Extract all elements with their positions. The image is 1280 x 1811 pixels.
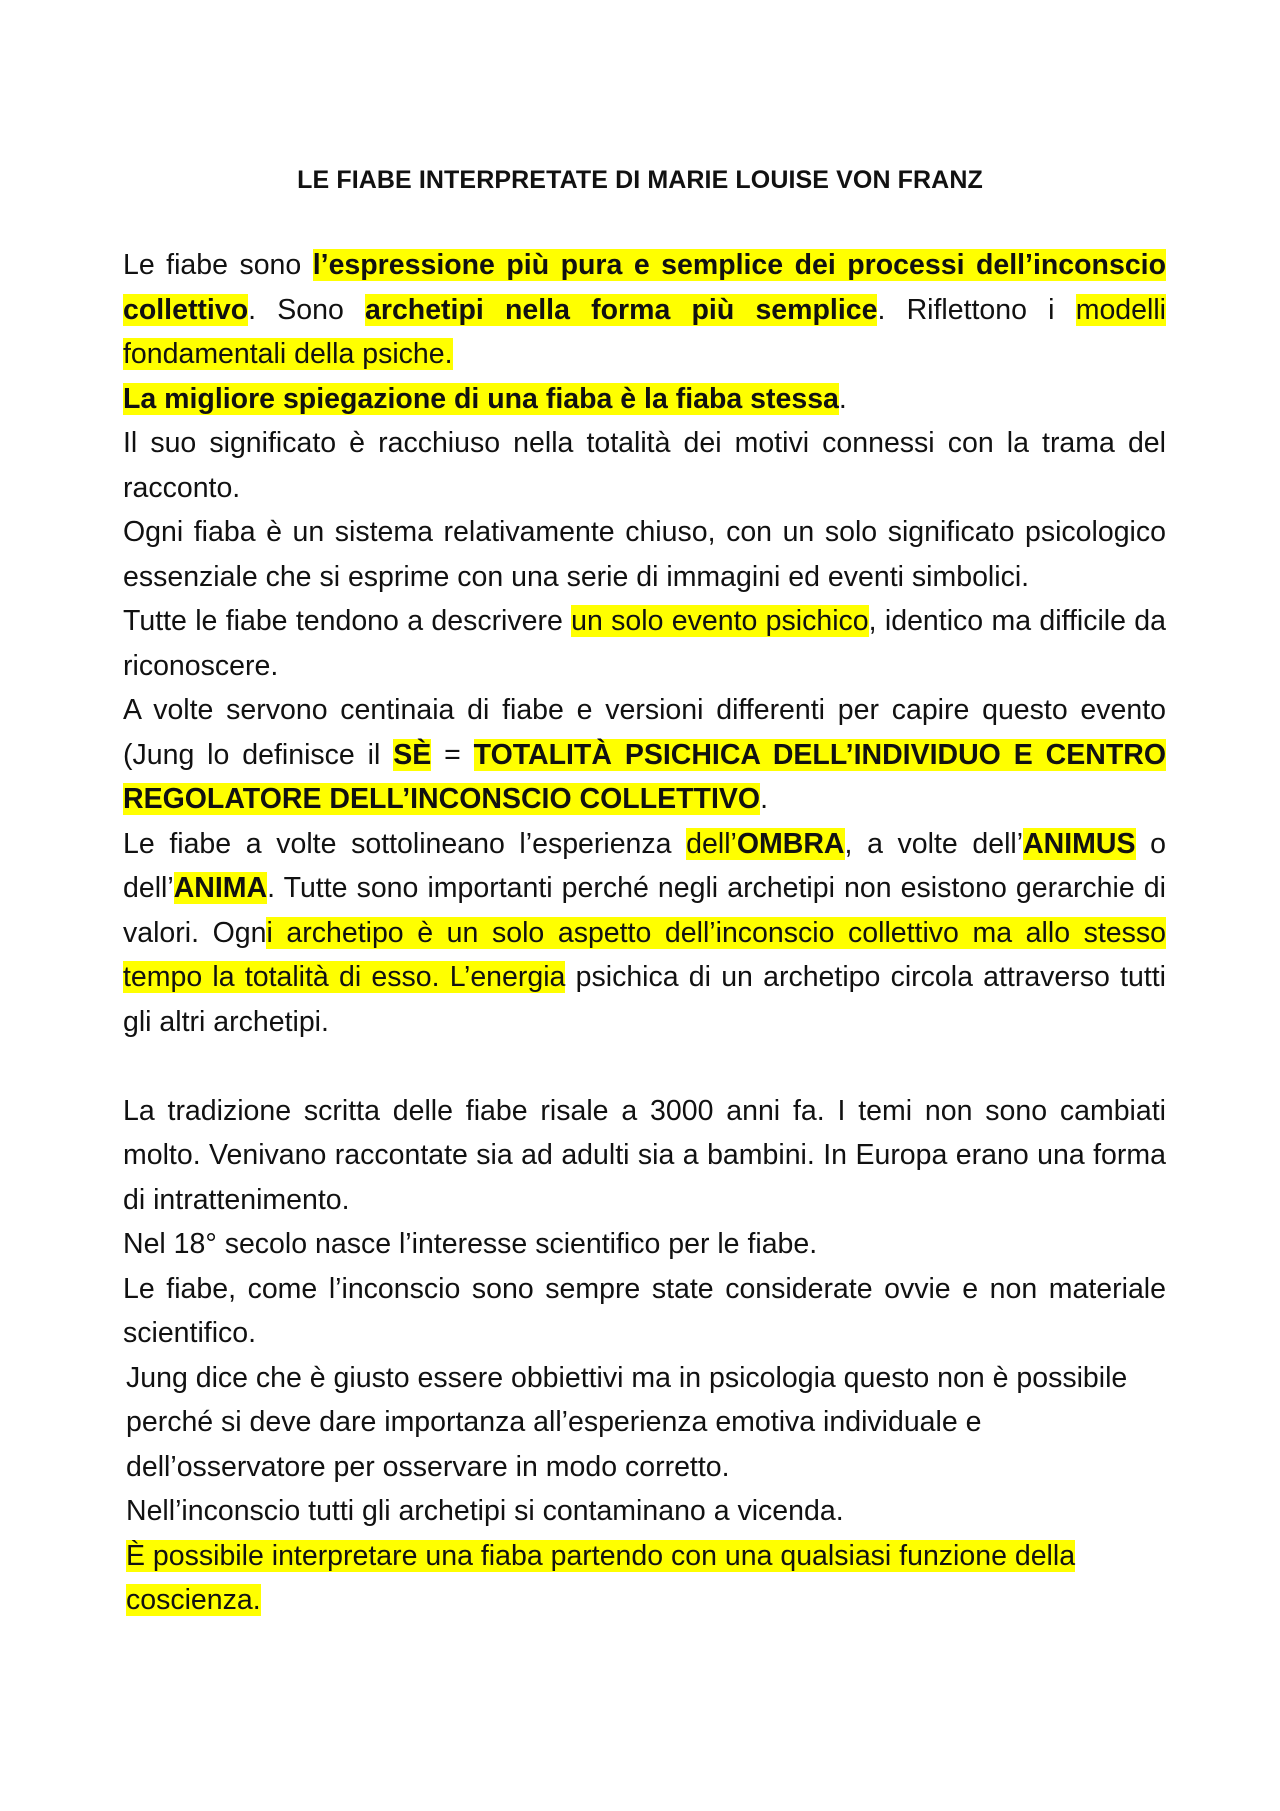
highlighted-text: TOTALITÀ PSICHICA DELL’INDIVIDUO E CENTRO REGOLATORE DELL’INCONSCIO COLLETTIVO xyxy=(123,738,1166,815)
paragraph-meaning: Il suo significato è racchiuso nella totalità dei motivi connessi con la trama del racconto. xyxy=(123,427,1166,504)
highlighted-text: un solo evento psichico xyxy=(571,605,869,637)
highlighted-text: La migliore spiegazione di una fiaba è la fiaba stessa xyxy=(123,382,839,415)
highlighted-text: l’espressione più pura e semplice dei processi dell’inconscio collettivo xyxy=(123,249,1166,326)
text-run: . Riflettono i xyxy=(877,293,1076,326)
text-run: Le fiabe a volte sottolineano l’esperienza xyxy=(123,827,687,860)
text-run: A volte servono centinaia di fiabe e versioni differenti per capire questo evento (Jung lo definisce il xyxy=(123,694,1166,771)
paragraph-best-explanation xyxy=(123,377,1166,422)
paragraph-closed-system: Ogni fiaba è un sistema relativamente chiuso, con un solo significato psicologico essenziale che si esprime con una serie di immagini ed eventi simbolici. xyxy=(123,516,1166,593)
paragraph-contamination: Nell’inconscio tutti gli archetipi si contaminano a vicenda. xyxy=(126,1495,844,1527)
text-run: . xyxy=(838,382,847,415)
highlighted-text: archetipi nella forma più semplice xyxy=(365,293,878,326)
paragraph-18th-century: Nel 18° secolo nasce l’interesse scientifico per le fiabe. xyxy=(123,1228,818,1260)
paragraph-archetypes xyxy=(123,822,1166,1045)
paragraph-single-event xyxy=(123,599,1166,688)
highlighted-text: ANIMA xyxy=(173,872,268,904)
text-run: . Sono xyxy=(248,293,365,326)
paragraph-jung-objectivity: Jung dice che è giusto essere obbiettivi ma in psicologia questo non è possibile perché si deve dare importanza all’esperienza emotiva individuale e dell’osservatore per osservare in modo corretto. xyxy=(126,1361,1128,1483)
highlighted-text: dell’ xyxy=(686,827,737,860)
text-run: Le fiabe sono xyxy=(123,249,313,281)
paragraph-spacer xyxy=(123,1044,1166,1089)
document-title: LE FIABE INTERPRETATE DI MARIE LOUISE VON FRANZ xyxy=(297,166,983,194)
paragraph-interpretation xyxy=(123,1534,1166,1623)
paragraph-tradition: La tradizione scritta delle fiabe risale a 3000 anni fa. I temi non sono cambiati molto. Venivano raccontate sia ad adulti sia a bambini. In Europa erano una forma di intrattenimento. xyxy=(123,1094,1166,1216)
highlighted-text: OMBRA xyxy=(736,827,845,860)
text-run: . Tutte sono importanti perché negli archetipi non esistono gerarchie di valori. Ogn xyxy=(123,872,1166,949)
highlighted-text: SÈ xyxy=(393,738,432,771)
paragraph-self xyxy=(123,688,1166,822)
text-run: Tutte le fiabe tendono a descrivere xyxy=(123,605,572,637)
text-run: psichica di un archetipo circola attraverso tutti gli altri archetipi. xyxy=(123,961,1167,1038)
highlighted-text: modelli fondamentali della psiche. xyxy=(123,293,1167,370)
highlighted-text: È possibile interpretare una fiaba partendo con una qualsiasi funzione della coscienza. xyxy=(126,1539,1076,1616)
paragraph-obvious: Le fiabe, come l’inconscio sono sempre state considerate ovvie e non materiale scientifico. xyxy=(123,1272,1166,1349)
text-run: = xyxy=(431,738,474,771)
paragraph-definition xyxy=(123,243,1166,377)
highlighted-text: ANIMUS xyxy=(1023,827,1136,860)
highlighted-text: i archetipo è un solo aspetto dell’inconscio collettivo ma allo stesso tempo la totalità di esso. L’energia xyxy=(123,916,1166,993)
text-run: , identico ma difficile da riconoscere. xyxy=(123,605,1166,682)
text-run: o dell’ xyxy=(123,827,1166,904)
text-run: , a volte dell’ xyxy=(844,827,1024,860)
text-run: . xyxy=(760,783,768,815)
document-body xyxy=(123,243,1166,1623)
